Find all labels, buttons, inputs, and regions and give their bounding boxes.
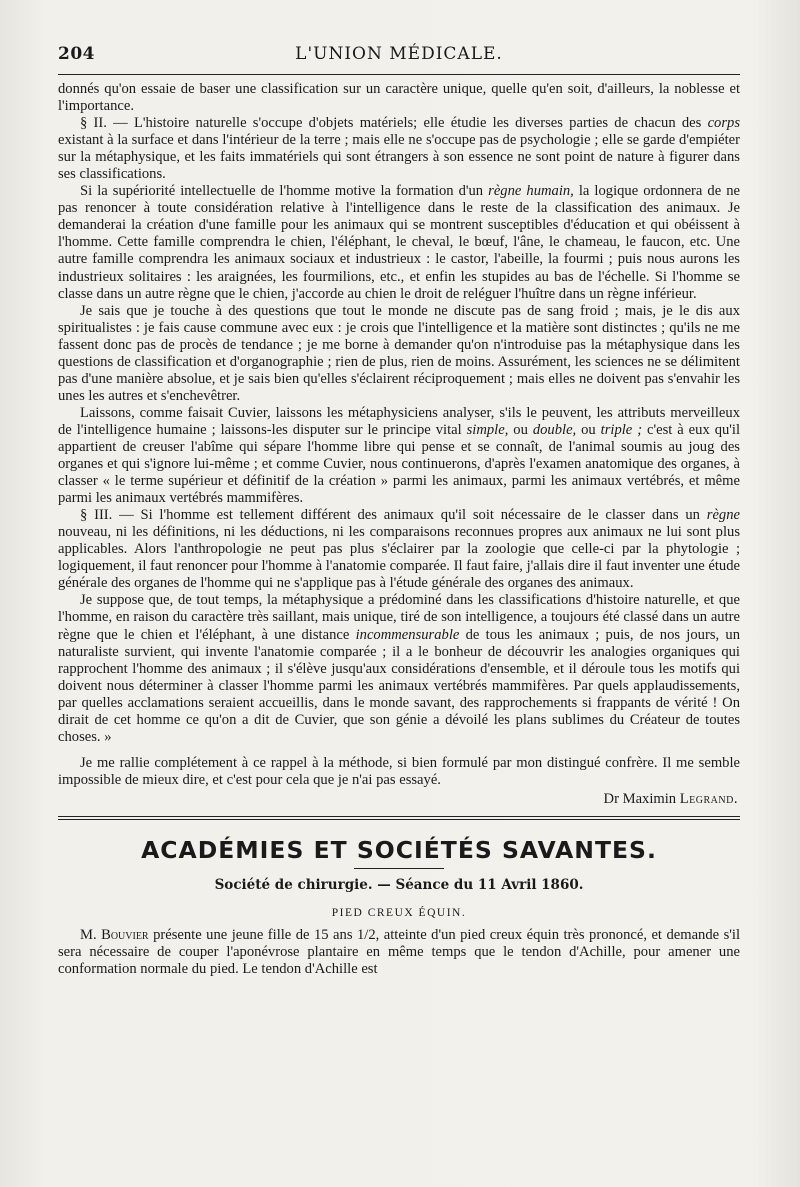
italic-term: simple, (466, 421, 509, 438)
paragraph (58, 115, 740, 183)
paragraph (58, 507, 740, 592)
paragraph (58, 405, 740, 507)
speaker-name: M. Bouvier (80, 926, 149, 943)
running-head (58, 44, 740, 70)
paragraph-text: de tous les animaux ; puis, de nos jours, un naturaliste survient, qui invente l'anatomie comparée ; il a le bonheur de découvrir les analogies organiques qui rapprochent l'homme des animaux ; il s'élève jusqu'aux considérations d'ensemble, et il déroule tous les motifs qui doivent nous déterminer à classer l'homme parmi les animaux vertébrés mammifères. Par quels applaudissements, par quelles acclamations seraient accueillis, dans le monde savant, des rapprochements si frappants de vérité ! On dirait de cet homme ce qu'on a dit de Cuvier, que son génie a dévoilé les plans sublimes du Créateur de toutes choses. » (58, 626, 740, 745)
author-signature (58, 791, 740, 808)
header-rule (58, 74, 740, 75)
paragraph (58, 755, 740, 789)
italic-term: règne humain, (488, 183, 574, 200)
paragraph-text: Je suppose que, de tout temps, la métaphysique a prédominé dans les classifications d'histoire naturelle, et que l'homme, en raison du caractère très saillant, mais unique, tiré de son intelligence, a toujours été classé dans un autre règne que le chien et l'éléphant, à une distance (58, 592, 740, 643)
italic-term: corps (707, 115, 740, 132)
paragraph-text: existant à la surface et dans l'intérieur de la terre ; mais elle ne s'occupe pas de psychologie ; elle se garde d'empiéter sur la métaphysique, et les faits immatériels qui sont étrangers à son essence ne sont point de nature à figurer dans ses classifications. (58, 132, 740, 183)
paragraph-text: ou (508, 421, 533, 438)
subheading: PIED CREUX ÉQUIN. (331, 906, 467, 919)
paragraph-text: donnés qu'on essaie de baser une classification sur un caractère unique, quelle qu'en soit, d'ailleurs, la noblesse et l'importance. (58, 81, 740, 115)
article-body (58, 81, 740, 789)
paragraph-text: Je sais que je touche à des questions que tout le monde ne discute pas de sang froid ; mais, je le dis aux spiritualistes : je fais cause commune avec eux : je crois que l'intelligence et la matière sont distinctes ; qu'ils ne me fassent donc pas de procès de tendance ; je me borne à demander qu'on n'introduise pas la métaphysique dans les questions de classification et d'organographie ; rien de plus, rien de moins. Assurément, les sciences ne se délimitent pas d'une manière absolue, et je sais bien qu'elles s'éclairent réciproquement ; mais elles ne doivent pas s'envahir les unes les autres et s'enchevêtrer. (58, 302, 740, 404)
paragraph-text: § III. — Si l'homme est tellement différent des animaux qu'il soit nécessaire de le classer dans un (80, 507, 707, 524)
paragraph (58, 81, 740, 115)
italic-term: double, (532, 421, 577, 438)
signature-surname: Legrand. (679, 790, 738, 807)
paragraph-text: ou (576, 421, 601, 438)
final-paragraph-text: présente une jeune fille de 15 ans 1/2, atteinte d'un pied creux équin très prononcé, et demande s'il sera nécessaire de couper l'aponévrose plantaire en même temps que le tendon d'Achille, pour amener une conformation normale du pied. Le tendon d'Achille est (58, 926, 741, 978)
paragraph-text: c'est à eux qu'il appartient de creuser l'abîme qui sépare l'homme libre qui pense et se connaît, de l'animal soumis au joug des organes et qui s'ignore lui-même ; et comme Cuvier, nous continuerons, d'après l'examen anatomique des organes, à classer « le terme supérieur et définitif de la création » parmi les animaux, parmi les animaux vertébrés, et même parmi les animaux vertébrés mammifères. (58, 421, 741, 507)
session-line: Société de chirurgie. — Séance du 11 Avril 1860. (214, 876, 584, 893)
paragraph-text: § II. — L'histoire naturelle s'occupe d'objets matériels; elle étudie les diverses parties de chacun des (80, 115, 708, 132)
paragraph-text: Si la supériorité intellectuelle de l'homme motive la formation d'un (80, 183, 489, 200)
paragraph-text: la logique ordonnera de ne pas renoncer à toute considération relative à l'intelligence dans le reste de la classification des animaux. Je demanderai la création d'une famille pour les animaux qui se montrent susceptibles d'éducation et qui obéissent à l'homme. Cette famille comprendra le chien, l'éléphant, le cheval, le bœuf, l'âne, le chameau, le faucon, etc. Une autre famille comprendra les animaux sociaux et industrieux : le castor, l'abeille, la fourmi ; puis nous aurons les industrieux solitaires : les araignées, les fourmilions, etc., et enfin les stupides au bas de l'échelle. Si l'homme se classe dans un autre règne que le chien, j'accorde au chien le droit de reléguer l'huître dans un règne inférieur. (58, 183, 740, 302)
paragraph-text: nouveau, ni les définitions, ni les déductions, ni les comparaisons reconnues propres aux animaux ne lui sont plus applicables. Alors l'anthropologie ne peut pas plus s'éclairer par la zoologie que celle-ci par la phytologie ; logiquement, il faut renoncer pour l'homme à l'anatomie comparée. Il faut faire, j'allais dire il faut inventer une étude générale des organes de l'homme qui ne s'applique pas à l'étude générale des organes des animaux. (58, 524, 740, 592)
paragraph (58, 303, 740, 405)
italic-term: incommensurable (355, 626, 460, 643)
paragraph (58, 592, 740, 745)
signature-prefix: Dr Maximin (603, 790, 680, 807)
italic-term: triple ; (600, 421, 643, 438)
section-title: ACADÉMIES ET SOCIÉTÉS SAVANTES. (141, 835, 657, 864)
page-number: 204 (58, 44, 95, 64)
title-underline (354, 868, 444, 869)
paragraph-text: Je me rallie complétement à ce rappel à la méthode, si bien formulé par mon distingué confrère. Il me semble impossible de mieux dire, et c'est pour cela que je n'ai pas essayé. (58, 754, 740, 788)
journal-title: L'UNION MÉDICALE. (295, 44, 503, 64)
italic-term: règne (706, 507, 740, 524)
final-paragraph (58, 927, 740, 978)
paragraph-text: Laissons, comme faisait Cuvier, laissons les métaphysiciens analyser, s'ils le peuvent, les attributs merveilleux de l'intelligence humaine ; laissons-les disputer sur le principe vital (58, 404, 740, 438)
paragraph (58, 183, 740, 302)
section-separator (58, 816, 740, 820)
